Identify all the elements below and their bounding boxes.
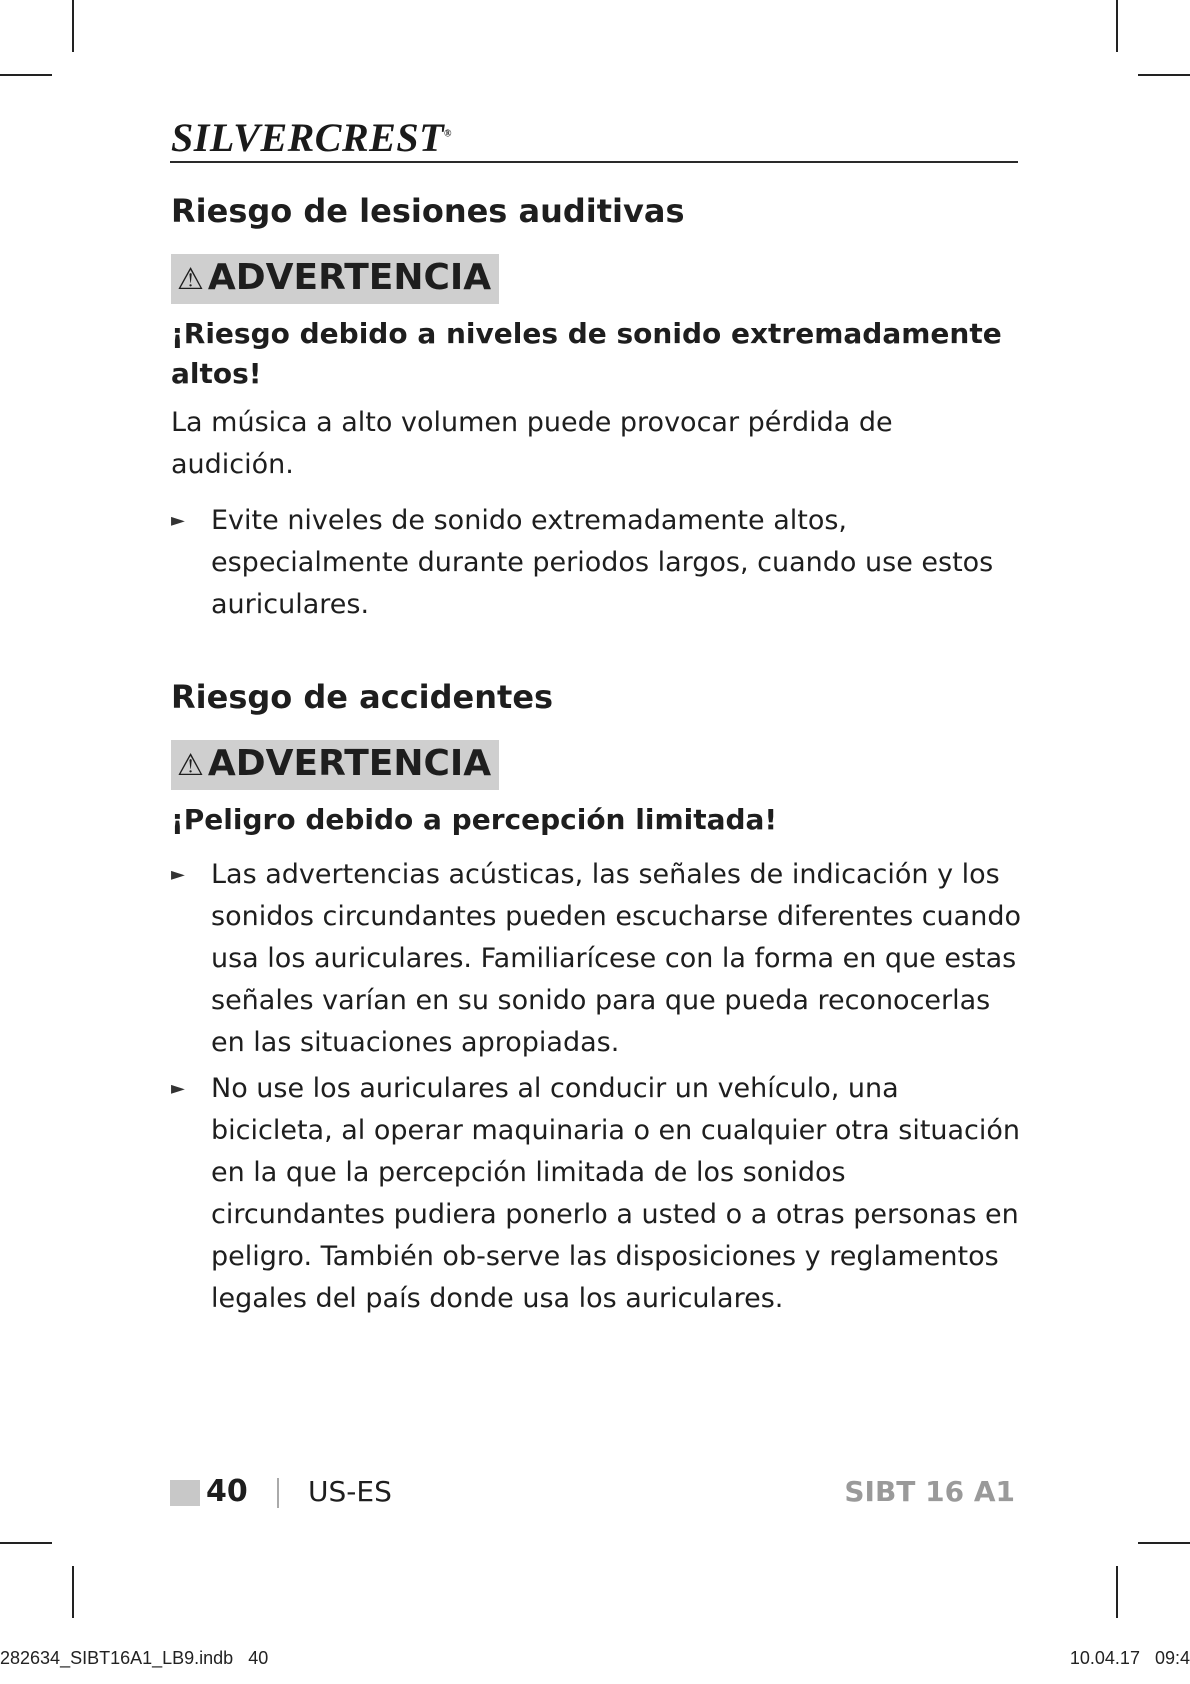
header-rule — [170, 161, 1018, 163]
page-content — [171, 190, 1021, 1324]
instruction-list — [171, 500, 1021, 626]
warning-label-text: ADVERTENCIA — [207, 743, 492, 784]
crop-mark-bottom-left-h — [0, 1542, 52, 1544]
hazard-statement: ¡Peligro debido a percepción limitada! — [171, 803, 778, 836]
crop-mark-top-left-h — [0, 74, 52, 76]
list-item — [171, 1068, 1021, 1320]
list-item-text: Las advertencias acústicas, las señales de indicación y los sonidos circundantes pueden escucharse diferentes cuando usa los auriculares. Familiarícese con la forma en que estas señales varían en su sonido para que pueda reconocerlas en las situaciones apropiadas. — [211, 859, 1021, 1058]
page-number: 40 — [206, 1474, 248, 1509]
footer-separator — [277, 1478, 279, 1508]
warning-triangle-icon: ⚠ — [177, 262, 204, 297]
page-footer — [170, 1472, 1018, 1512]
list-item-text: No use los auriculares al conducir un vehículo, una bicicleta, al operar maquinaria o en cualquier otra situación en la que la percepción limitada de los sonidos circundantes pudiera ponerlo a usted o a otras personas en peligro. También ob-serve las disposiciones y reglamentos legales del país donde usa los auriculares. — [211, 1073, 1021, 1314]
model-number: SIBT 16 A1 — [844, 1475, 1015, 1508]
warning-label — [171, 254, 499, 304]
list-item — [171, 500, 1021, 626]
bullet-arrow-icon: ► — [171, 510, 185, 531]
crop-mark-bottom-left-v — [72, 1566, 74, 1618]
crop-mark-top-right-h — [1138, 74, 1190, 76]
brand-logo — [171, 114, 452, 161]
crop-mark-top-right-v — [1116, 0, 1118, 52]
list-item — [171, 854, 1021, 1064]
section-title: Riesgo de accidentes — [171, 678, 554, 716]
language-code: US-ES — [308, 1475, 392, 1508]
hazard-statement: ¡Riesgo debido a niveles de sonido extremadamente altos! — [171, 317, 1002, 390]
warning-label — [171, 740, 499, 790]
warning-label-text: ADVERTENCIA — [207, 257, 492, 298]
page-marker-square — [170, 1480, 200, 1506]
bullet-arrow-icon: ► — [171, 1078, 185, 1099]
crop-mark-bottom-right-h — [1138, 1542, 1190, 1544]
hazard-description: La música a alto volumen puede provocar pérdida de audición. — [171, 407, 893, 480]
instruction-list — [171, 854, 1021, 1320]
section-title: Riesgo de lesiones auditivas — [171, 192, 685, 230]
print-slug-file: 282634_SIBT16A1_LB9.indb 40 — [0, 1648, 269, 1668]
brand-registered-mark: ® — [444, 128, 453, 140]
crop-mark-top-left-v — [72, 0, 74, 52]
warning-triangle-icon: ⚠ — [177, 748, 204, 783]
list-item-text: Evite niveles de sonido extremadamente altos, especialmente durante periodos largos, cuando use estos auriculares. — [211, 505, 994, 620]
bullet-arrow-icon: ► — [171, 864, 185, 885]
print-slug-datetime: 10.04.17 09:4 — [1069, 1648, 1190, 1668]
brand-name: SILVERCREST — [171, 115, 445, 160]
crop-mark-bottom-right-v — [1116, 1566, 1118, 1618]
